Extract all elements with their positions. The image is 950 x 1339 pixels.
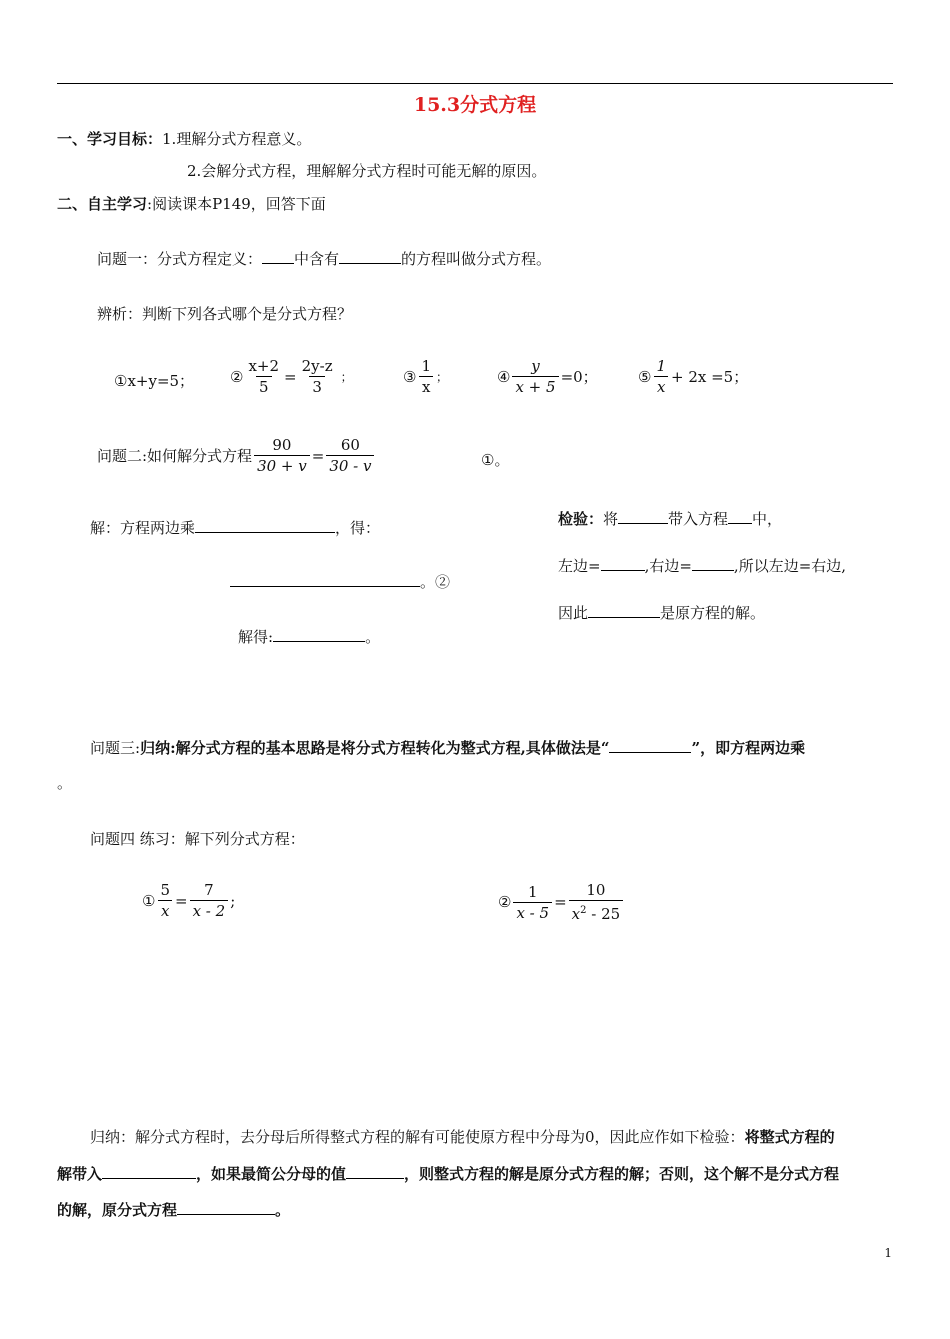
solution-line-1 <box>90 517 380 538</box>
check-blank-1[interactable] <box>618 509 668 524</box>
q3-blank-method[interactable] <box>609 738 691 753</box>
option-5-fraction <box>653 356 669 397</box>
question-3 <box>90 737 805 758</box>
summary-text: 归纳：解分式方程时，去分母后所得整式方程的解有可能使原方程中分母为0，因此应作如下检验： <box>90 1128 745 1146</box>
q1-blank-1[interactable] <box>262 249 294 264</box>
denominator: x + 5 <box>512 376 558 397</box>
self-study-line <box>57 193 326 214</box>
option-2-left-fraction <box>245 356 282 397</box>
exercise-2-right-fraction <box>569 880 624 924</box>
summary-l3-a: 的解，原分式方程 <box>57 1201 178 1219</box>
equals-sign: = <box>311 446 325 465</box>
solution-blank-multiply[interactable] <box>195 518 335 533</box>
header-rule <box>57 83 893 84</box>
summary-line-1 <box>90 1126 835 1147</box>
check-l1-b: 带入方程 <box>668 510 729 528</box>
denominator-base: x <box>571 905 581 923</box>
exercise-1 <box>142 880 235 921</box>
solution-suffix: ，得： <box>335 519 381 537</box>
q1-suffix: 的方程叫做分式方程。 <box>401 250 552 268</box>
exercise-2 <box>498 880 625 924</box>
exercise-2-mark: ② <box>498 893 512 911</box>
check-l3-a: 因此 <box>558 604 589 622</box>
numerator: x+2 <box>248 357 280 375</box>
q2-prefix: 问题二:如何解分式方程 <box>97 447 253 465</box>
option-4-rest: =0； <box>560 368 598 386</box>
exercise-1-end: ; <box>230 891 236 910</box>
numerator: 1 <box>527 882 538 901</box>
q2-mark: ①。 <box>481 451 510 469</box>
q1-prefix: 问题一：分式方程定义： <box>97 250 263 268</box>
denominator <box>569 900 624 924</box>
equals-sign: = <box>284 367 297 386</box>
denominator: x <box>158 900 172 921</box>
objective-1: 1.理解分式方程意义。 <box>162 130 312 148</box>
denominator: x <box>654 376 668 397</box>
objectives-line-1 <box>57 128 311 149</box>
summary-l3-b: 。 <box>275 1201 291 1219</box>
summary-blank-3[interactable] <box>177 1200 275 1215</box>
numerator: 1 <box>421 357 431 375</box>
q2-right-fraction <box>326 435 374 476</box>
numerator: 10 <box>586 881 606 899</box>
denominator-rest: - 25 <box>586 905 621 923</box>
numerator: 2y-z <box>301 357 333 375</box>
check-label: 检验： <box>558 510 604 528</box>
option-2-end: ； <box>340 370 353 384</box>
numerator: 90 <box>272 436 292 454</box>
question-1 <box>97 248 551 269</box>
denominator: 5 <box>256 376 272 397</box>
analysis-prompt: 辨析：判断下列各式哪个是分式方程？ <box>97 305 353 323</box>
q3-summary-end: ”，即方程两边乘 <box>691 739 806 757</box>
numerator: 7 <box>204 881 214 899</box>
q1-mid: 中含有 <box>294 250 340 268</box>
option-5-mark: ⑤ <box>638 367 652 386</box>
q3-period: 。 <box>57 774 73 792</box>
question-4: 问题四 练习：解下列分式方程： <box>90 830 305 848</box>
check-l3-b: 是原方程的解。 <box>660 604 766 622</box>
denominator: 30 - v <box>326 455 374 476</box>
check-l1-c: 中， <box>752 510 783 528</box>
summary-l2-c: ，则整式方程的解是原分式方程的解；否则，这个解不是分式方程 <box>404 1165 840 1183</box>
check-blank-left[interactable] <box>601 556 645 571</box>
option-4-mark: ④ <box>497 367 511 386</box>
solution-line-2-suffix: 。② <box>420 573 451 591</box>
solution-result-prefix: 解得: <box>238 628 274 646</box>
self-study-text: :阅读课本P149，回答下面 <box>147 195 326 213</box>
summary-l2-b: ，如果最简公分母的值 <box>196 1165 347 1183</box>
question-2 <box>97 435 376 476</box>
option-3-fraction <box>418 356 434 397</box>
objectives-label: 一、学习目标： <box>57 130 163 148</box>
check-line-1 <box>558 508 782 529</box>
q2-left-fraction <box>254 435 310 476</box>
page-number: 1 <box>884 1246 892 1260</box>
numerator: 5 <box>160 881 170 899</box>
option-4-fraction <box>512 356 558 397</box>
check-line-2 <box>558 555 846 576</box>
solution-line-2 <box>230 571 450 592</box>
summary-blank-2[interactable] <box>346 1164 404 1179</box>
option-5-rest: + 2x =5； <box>671 368 749 386</box>
check-blank-2[interactable] <box>728 509 752 524</box>
denominator: 3 <box>309 376 325 397</box>
solution-prefix: 解：方程两边乘 <box>90 519 196 537</box>
option-2 <box>230 356 353 397</box>
denominator: 30 + v <box>254 455 310 476</box>
equals-sign: = <box>175 891 188 910</box>
q1-blank-2[interactable] <box>339 249 401 264</box>
page-title: 15.3分式方程 <box>413 94 537 116</box>
option-2-mark: ② <box>230 367 244 386</box>
denominator: x - 2 <box>190 900 229 921</box>
denominator: x - 5 <box>513 902 552 923</box>
denominator: x <box>419 376 433 397</box>
numerator: 60 <box>340 436 360 454</box>
option-2-right-fraction <box>299 356 336 397</box>
exercise-1-right-fraction <box>190 880 229 921</box>
check-l2-c: ,所以左边=右边, <box>733 557 847 575</box>
self-study-label: 二、自主学习 <box>57 195 148 213</box>
check-blank-right[interactable] <box>692 556 734 571</box>
summary-bold: 将整式方程的 <box>744 1128 835 1146</box>
objective-2: 2.会解分式方程，理解解分式方程时可能无解的原因。 <box>187 162 547 180</box>
summary-l2-a: 解带入 <box>57 1165 103 1183</box>
option-5 <box>638 356 748 397</box>
check-l1-a: 将 <box>603 510 619 528</box>
denominator-exponent: 2 <box>580 905 587 916</box>
numerator: y <box>531 357 540 375</box>
option-3-end: ； <box>436 370 449 384</box>
solution-result-suffix: 。 <box>365 628 381 646</box>
option-3-mark: ③ <box>403 367 417 386</box>
option-4 <box>497 356 598 397</box>
exercise-1-left-fraction <box>157 880 173 921</box>
check-l2-a: 左边= <box>558 557 601 575</box>
q3-prefix: 问题三: <box>90 739 141 757</box>
numerator: 1 <box>656 357 666 375</box>
solution-blank-result[interactable] <box>273 627 365 642</box>
solution-line-3 <box>238 626 380 647</box>
check-blank-solution[interactable] <box>588 603 660 618</box>
summary-line-2 <box>57 1163 839 1184</box>
option-3 <box>403 356 448 397</box>
exercise-1-mark: ① <box>142 891 156 910</box>
option-1: ①x+y=5； <box>114 372 195 390</box>
summary-blank-1[interactable] <box>102 1164 196 1179</box>
summary-line-3 <box>57 1199 290 1220</box>
check-line-3 <box>558 602 765 623</box>
exercise-2-left-fraction <box>513 882 552 923</box>
equals-sign: = <box>554 893 567 911</box>
check-l2-b: ,右边= <box>644 557 692 575</box>
solution-blank-equation[interactable] <box>230 572 420 587</box>
q3-summary: 归纳:解分式方程的基本思路是将分式方程转化为整式方程,具体做法是“ <box>140 739 610 757</box>
